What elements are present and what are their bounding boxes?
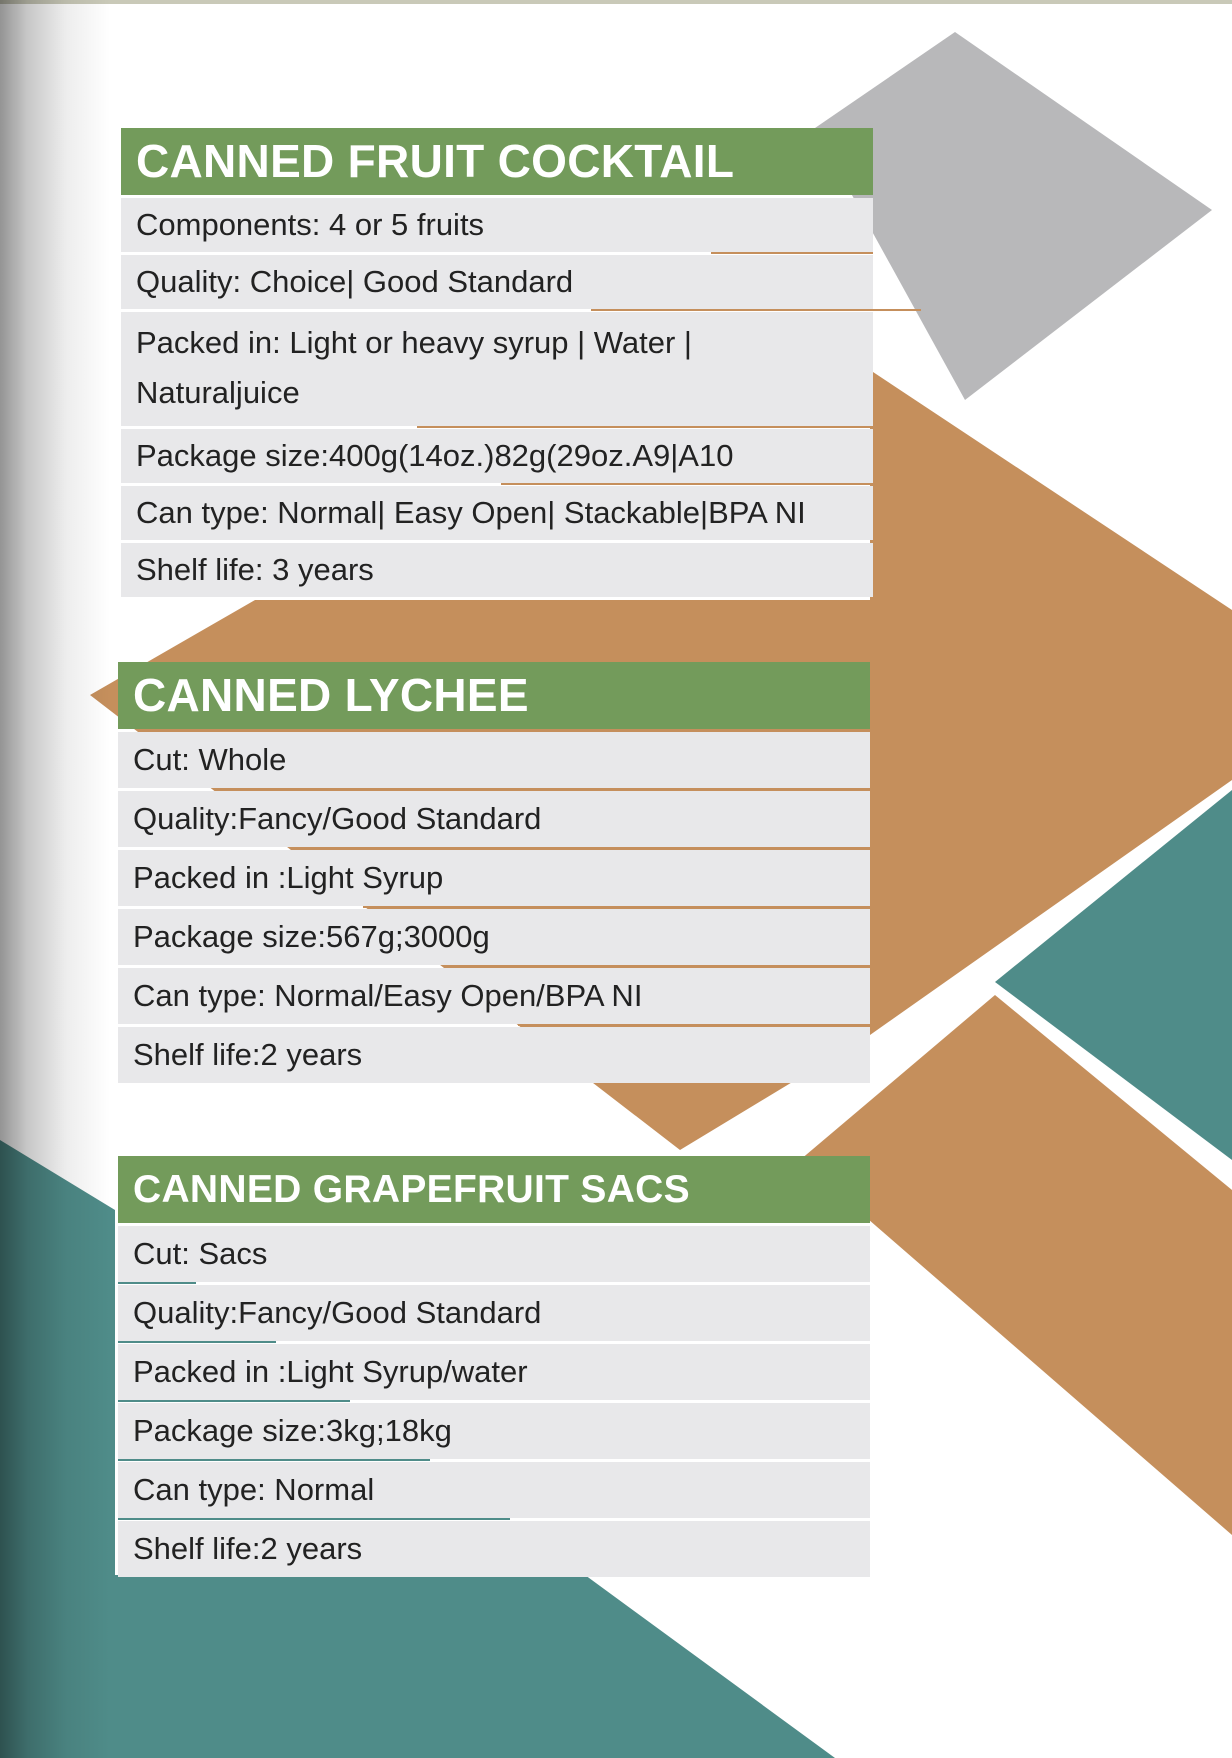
spec-row	[118, 850, 870, 906]
row-underline	[118, 1518, 510, 1520]
spec-row	[118, 1344, 870, 1400]
row-underline	[518, 1024, 850, 1026]
spec-row	[118, 1403, 870, 1459]
row-underline	[711, 252, 873, 254]
row-underline	[118, 1341, 276, 1343]
spec-text: Packed in :Light Syrup/water	[133, 1354, 528, 1389]
row-underline	[501, 483, 873, 485]
row-underline	[398, 847, 870, 849]
spec-row	[118, 909, 870, 965]
spec-text: Shelf life:2 years	[133, 1037, 363, 1072]
row-underline	[118, 1282, 196, 1284]
spec-text: Quality:Fancy/Good Standard	[133, 801, 542, 836]
spec-row	[118, 1027, 870, 1083]
spec-text: Can type: Normal	[133, 1472, 375, 1507]
spec-text: Can type: Normal| Easy Open| Stackable|BPA NI	[136, 495, 806, 530]
product-card-grapefruit-sacs	[118, 1156, 870, 1577]
row-underline	[417, 426, 873, 428]
spec-row	[121, 486, 873, 540]
grey-diamond-shape	[815, 32, 1212, 400]
spec-text: Components: 4 or 5 fruits	[136, 207, 485, 242]
spec-text: Package size:567g;3000g	[133, 919, 490, 954]
row-underline	[483, 965, 870, 967]
section-title: CANNED GRAPEFRUIT SACS	[118, 1156, 870, 1223]
spec-text: Cut: Sacs	[133, 1236, 268, 1271]
spec-text: Packed in: Light or heavy syrup | Water | Naturaljuice	[136, 325, 692, 410]
spec-row	[118, 1521, 870, 1577]
spec-text: Shelf life:2 years	[133, 1531, 363, 1566]
section-title: CANNED LYCHEE	[118, 662, 870, 729]
spec-row	[118, 968, 870, 1024]
spec-text: Packed in :Light Syrup	[133, 860, 444, 895]
row-underline	[118, 1459, 430, 1461]
top-edge-line	[0, 0, 1232, 4]
spec-text: Package size:400g(14oz.)82g(29oz.A9|A10	[136, 438, 734, 473]
spec-row	[118, 732, 870, 788]
spec-text: Package size:3kg;18kg	[133, 1413, 452, 1448]
spec-row	[121, 429, 873, 483]
spec-row	[121, 198, 873, 252]
product-card-fruit-cocktail	[121, 128, 873, 597]
row-underline	[363, 906, 870, 908]
row-underline	[328, 788, 870, 790]
spec-row	[118, 791, 870, 847]
spec-text: Shelf life: 3 years	[136, 552, 374, 587]
row-underline	[118, 1400, 350, 1402]
section-title: CANNED FRUIT COCKTAIL	[121, 128, 873, 195]
spec-text: Can type: Normal/Easy Open/BPA NI	[133, 978, 643, 1013]
spec-row	[118, 1226, 870, 1282]
spec-row	[121, 543, 873, 597]
row-underline	[591, 309, 921, 311]
spec-row	[121, 255, 873, 309]
product-card-lychee	[118, 662, 870, 1083]
spec-row	[121, 312, 873, 426]
spec-text: Cut: Whole	[133, 742, 287, 777]
spec-text: Quality:Fancy/Good Standard	[133, 1295, 542, 1330]
spec-row	[118, 1285, 870, 1341]
spec-text: Quality: Choice| Good Standard	[136, 264, 574, 299]
spec-row	[118, 1462, 870, 1518]
